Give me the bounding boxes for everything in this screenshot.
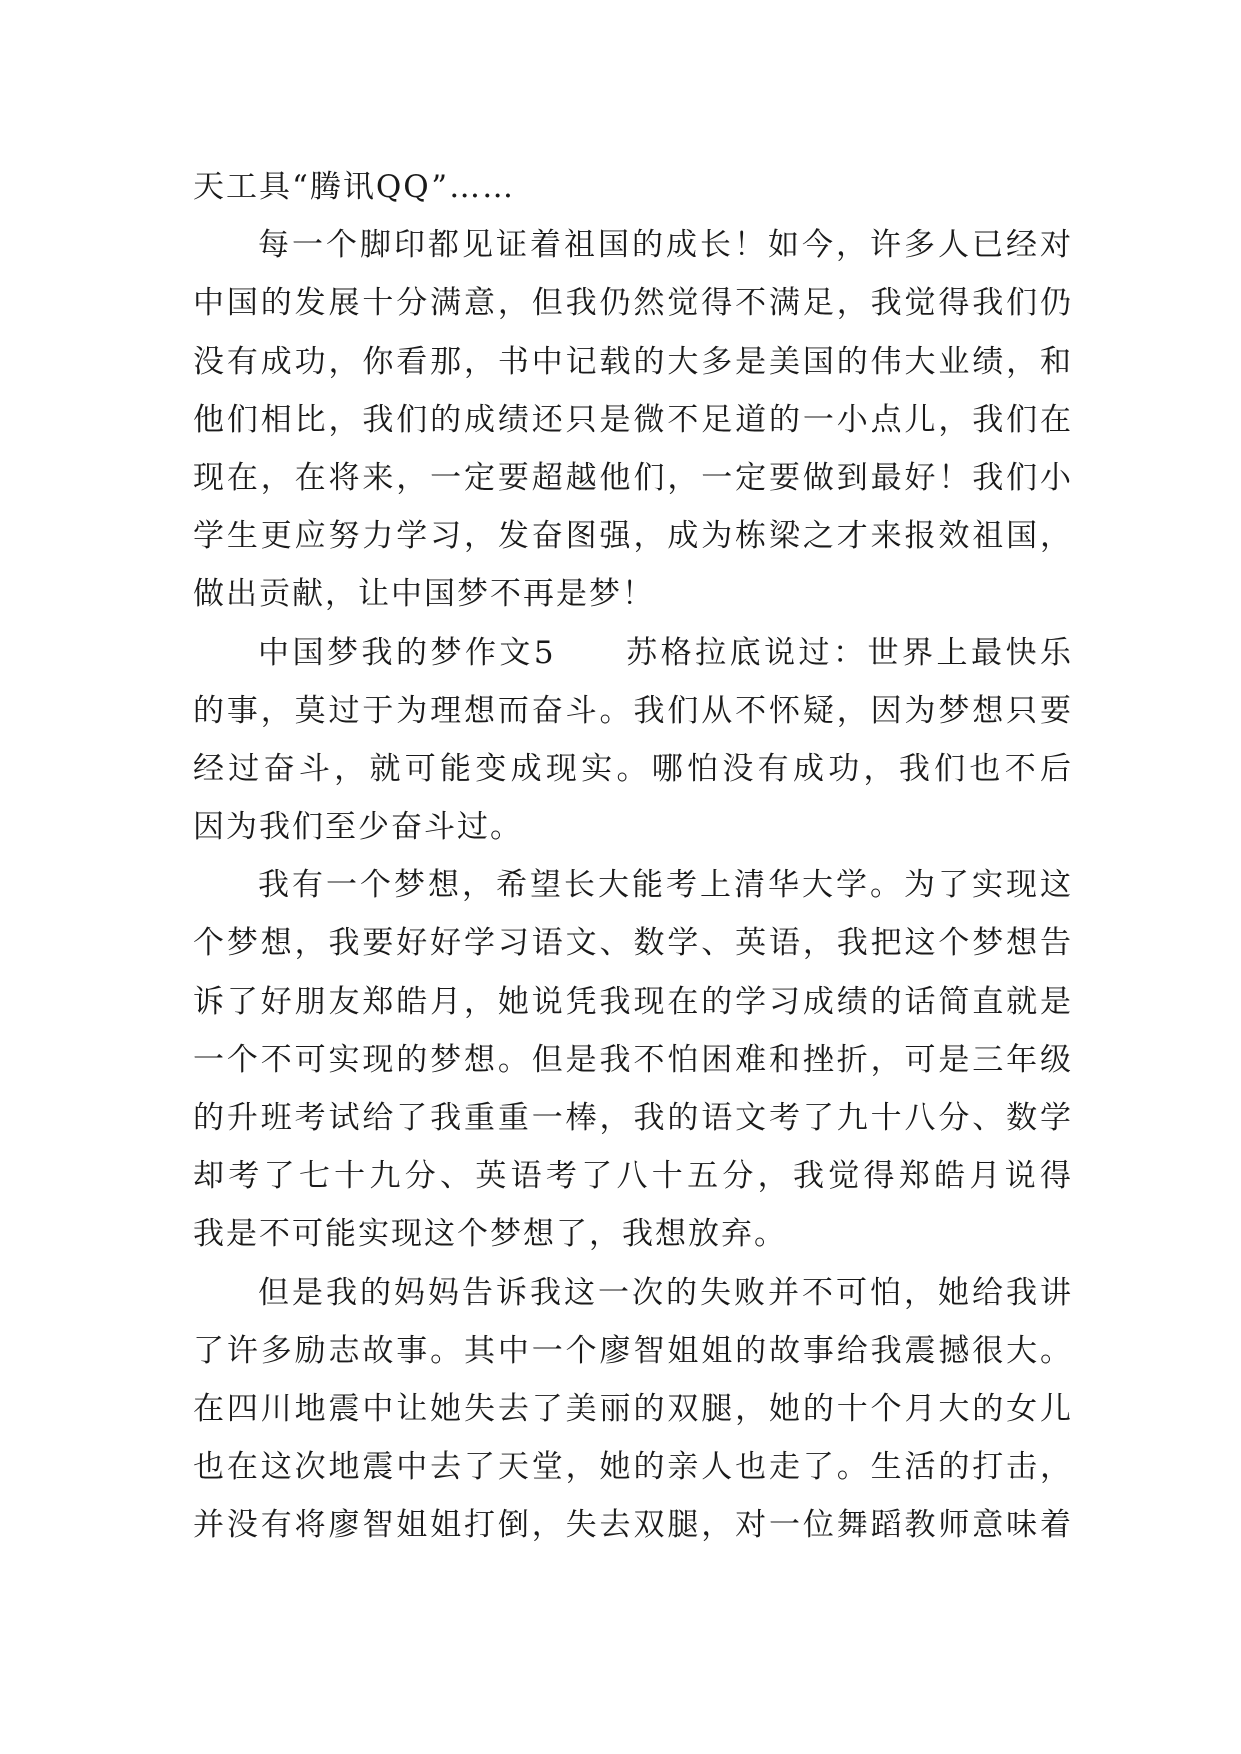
body-text [193, 158, 1073, 1555]
text-line: 做出贡献，让中国梦不再是梦！ [193, 576, 655, 613]
text-line: 了许多励志故事。其中一个廖智姐姐的故事给我震撼很大。 [193, 1332, 1073, 1369]
text-line: 中国的发展十分满意，但我仍然觉得不满足，我觉得我们仍 [193, 285, 1073, 322]
text-line: 一个不可实现的梦想。但是我不怕困难和挫折，可是三年级 [193, 1041, 1073, 1078]
text-line: 的升班考试给了我重重一棒，我的语文考了九十八分、数学 [193, 1100, 1073, 1136]
text-line: 却考了七十九分、英语考了八十五分，我觉得郑皓月说得 [193, 1158, 1073, 1195]
text-line: 经过奋斗，就可能变成现实。哪怕没有成功，我们也不后 [193, 750, 1073, 787]
text-line: 现在，在将来，一定要超越他们，一定要做到最好！我们小 [193, 459, 1073, 496]
text-line: 没有成功，你看那，书中记载的大多是美国的伟大业绩，和 [193, 343, 1073, 380]
text-line: 学生更应努力学习，发奋图强，成为栋梁之才来报效祖国， [193, 518, 1073, 555]
text-line: 每一个脚印都见证着祖国的成长！如今，许多人已经对 [258, 227, 1073, 264]
text-line: 诉了好朋友郑皓月，她说凭我现在的学习成绩的话简直就是 [193, 983, 1073, 1020]
text-line: 并没有将廖智姐姐打倒，失去双腿，对一位舞蹈教师意味着 [193, 1507, 1073, 1544]
text-line: 中国梦我的梦作文5 苏格拉底说过：世界上最快乐 [258, 634, 1073, 671]
text-line: 但是我的妈妈告诉我这一次的失败并不可怕，她给我讲 [258, 1274, 1073, 1311]
text-line: 我有一个梦想，希望长大能考上清华大学。为了实现这 [258, 867, 1073, 904]
text-line: 我是不可能实现这个梦想了，我想放弃。 [193, 1216, 787, 1253]
text-line: 在四川地震中让她失去了美丽的双腿，她的十个月大的女儿 [193, 1390, 1073, 1427]
text-line: 天工具“腾讯QQ”…… [193, 169, 516, 205]
text-line: 因为我们至少奋斗过。 [193, 809, 523, 846]
text-line: 也在这次地震中去了天堂，她的亲人也走了。生活的打击， [193, 1449, 1073, 1486]
text-line: 他们相比，我们的成绩还只是微不足道的一小点儿，我们在 [193, 401, 1073, 438]
text-line: 的事，莫过于为理想而奋斗。我们从不怀疑，因为梦想只要 [193, 692, 1073, 729]
text-line: 个梦想，我要好好学习语文、数学、英语，我把这个梦想告 [193, 925, 1073, 962]
